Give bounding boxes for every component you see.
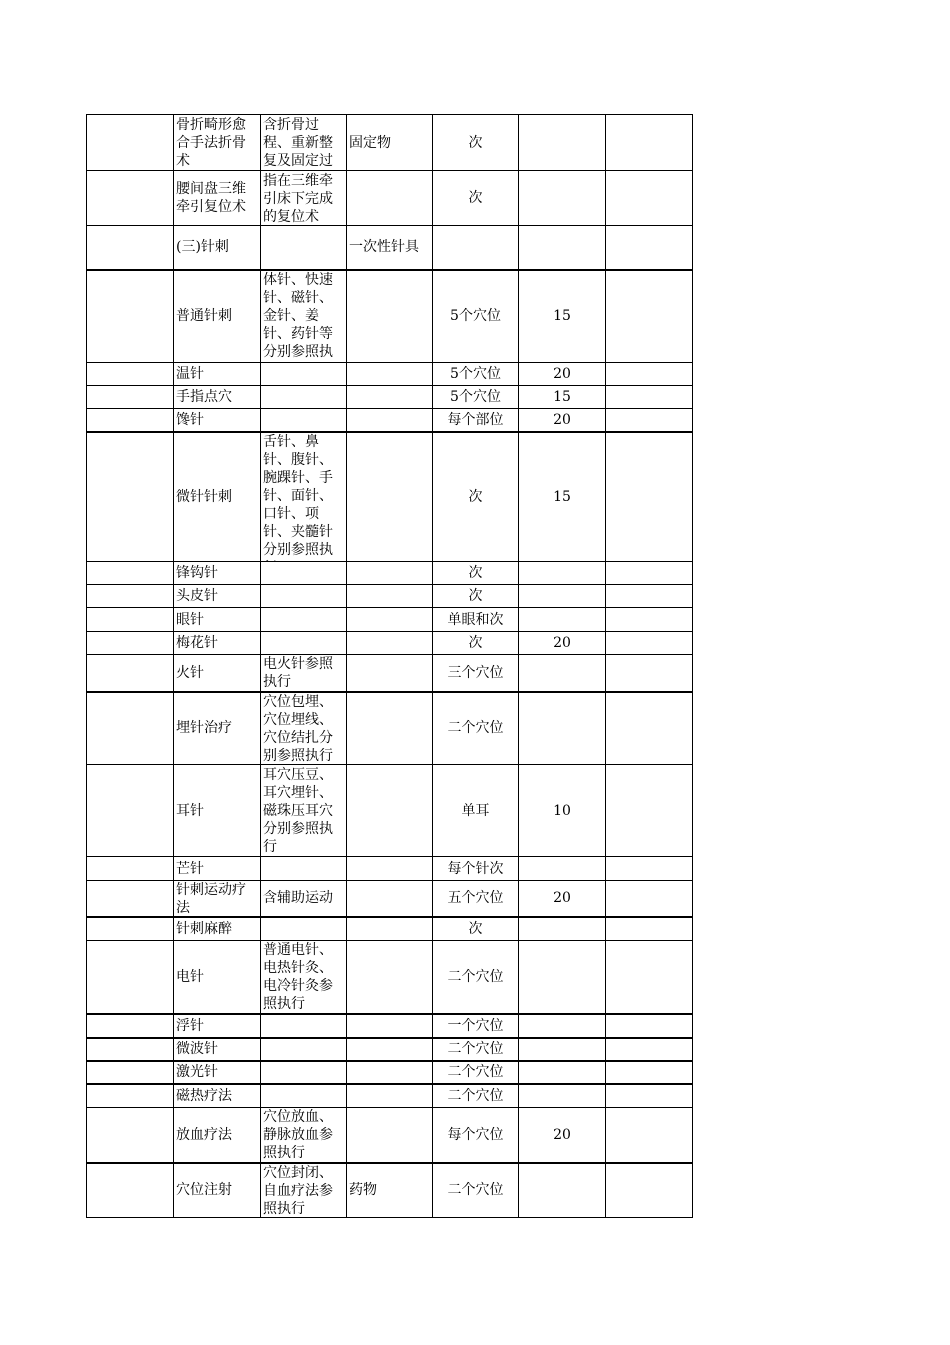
excluded-cell [347,608,433,632]
item-name-cell [174,171,261,226]
excluded-cell [347,857,433,881]
item-name-cell [174,115,261,171]
code-cell [87,1084,174,1108]
item-content-cell [261,1038,347,1061]
code-cell [87,1038,174,1061]
item-name-cell [174,409,261,432]
table-row [87,1084,693,1108]
item-content-text: 穴位封闭、自血疗法参照执行 [263,1164,333,1217]
excluded-cell [347,655,433,692]
item-content-cell [261,115,347,171]
item-name-text: 芒针 [176,860,204,877]
item-name-cell [174,1061,261,1084]
table-row [87,562,693,585]
item-name-cell [174,1038,261,1061]
price-text: 20 [553,635,571,651]
unit-cell [433,655,519,692]
unit-text: 次 [468,565,483,581]
price-cell [519,562,606,585]
table-row [87,1163,693,1218]
table-body [87,115,693,1218]
note-cell [606,632,693,655]
item-content-cell [261,1084,347,1108]
item-content-cell [261,857,347,881]
note-cell [606,585,693,608]
price-cell [519,1014,606,1038]
code-cell [87,1014,174,1038]
unit-cell [433,585,519,608]
code-cell [87,115,174,171]
unit-cell [433,409,519,432]
item-content-cell [261,765,347,857]
item-content-cell [261,1163,347,1218]
note-cell [606,363,693,386]
table-row [87,941,693,1014]
item-content-text: 电火针参照执行 [263,656,333,691]
price-cell [519,655,606,692]
item-name-cell [174,881,261,917]
item-name-text: 温针 [176,366,204,382]
code-cell [87,655,174,692]
item-content-text: 含折骨过程、重新整复及固定过 [263,116,333,169]
code-cell [87,1108,174,1163]
price-text: 20 [553,366,571,382]
price-cell [519,857,606,881]
excluded-cell [347,409,433,432]
item-content-cell [261,270,347,363]
unit-text: 次 [468,190,483,206]
item-content-text: 穴位包埋、穴位埋线、穴位结扎分别参照执行 [263,693,333,764]
unit-text: 次 [468,588,483,604]
excluded-cell [347,917,433,941]
table-row [87,363,693,386]
note-cell [606,226,693,270]
note-cell [606,1084,693,1108]
price-text: 20 [553,411,571,428]
unit-cell [433,881,519,917]
unit-cell [433,363,519,386]
table-row [87,917,693,941]
item-name-cell [174,226,261,270]
excluded-cell [347,765,433,857]
price-cell [519,432,606,562]
note-cell [606,917,693,941]
code-cell [87,941,174,1014]
code-cell [87,226,174,270]
price-cell [519,115,606,171]
code-cell [87,562,174,585]
item-name-cell [174,1084,261,1108]
item-content-cell [261,409,347,432]
unit-text: 5个穴位 [450,389,501,405]
table-row [87,409,693,432]
note-cell [606,655,693,692]
item-name-text: 埋针治疗 [176,720,232,737]
price-cell [519,386,606,409]
price-cell [519,226,606,270]
unit-text: 5个穴位 [450,366,501,382]
note-cell [606,941,693,1014]
item-content-text: 普通电针、电热针灸、电冷针灸参照执行 [263,942,333,1013]
unit-cell [433,1163,519,1218]
excluded-cell [347,432,433,562]
unit-cell [433,632,519,655]
price-cell [519,1038,606,1061]
unit-text: 二个穴位 [447,968,504,985]
note-cell [606,1163,693,1218]
unit-text: 二个穴位 [447,1182,504,1199]
table-row [87,1108,693,1163]
item-content-cell [261,1061,347,1084]
item-content-cell [261,1108,347,1163]
excluded-text: 一次性针具 [349,239,419,256]
item-name-text: 眼针 [176,611,204,628]
item-name-text: 激光针 [176,1064,218,1080]
item-content-cell [261,585,347,608]
price-cell [519,881,606,917]
unit-text: 五个穴位 [447,890,504,907]
excluded-cell [347,363,433,386]
unit-cell [433,692,519,765]
table-row [87,432,693,562]
excluded-cell [347,226,433,270]
excluded-cell [347,1061,433,1084]
unit-text: 次 [468,635,483,651]
unit-cell [433,857,519,881]
unit-cell [433,171,519,226]
item-content-text: 穴位放血、静脉放血参照执行 [263,1109,333,1162]
item-content-cell [261,941,347,1014]
price-text: 10 [553,802,571,819]
price-cell [519,1163,606,1218]
code-cell [87,432,174,562]
table-row [87,1014,693,1038]
unit-cell [433,1108,519,1163]
item-name-cell [174,270,261,363]
code-cell [87,409,174,432]
price-cell [519,632,606,655]
item-content-cell [261,881,347,917]
unit-text: 二个穴位 [447,1041,504,1057]
item-name-cell [174,857,261,881]
table-row [87,1038,693,1061]
code-cell [87,386,174,409]
item-name-cell [174,585,261,608]
note-cell [606,692,693,765]
item-name-text: 微波针 [176,1041,218,1057]
excluded-cell [347,115,433,171]
excluded-cell [347,632,433,655]
item-name-text: 浮针 [176,1017,204,1034]
item-name-text: 电针 [176,968,204,985]
unit-text: 每个穴位 [447,1126,504,1143]
item-name-cell [174,386,261,409]
item-name-cell [174,1108,261,1163]
item-name-text: 头皮针 [176,588,218,604]
item-name-cell [174,941,261,1014]
item-name-text: 腰间盘三维牵引复位术 [176,181,246,215]
unit-cell [433,562,519,585]
item-content-cell [261,171,347,226]
item-content-cell [261,917,347,941]
item-content-cell [261,226,347,270]
code-cell [87,270,174,363]
note-cell [606,115,693,171]
item-name-cell [174,765,261,857]
table-row [87,585,693,608]
item-name-cell [174,608,261,632]
item-name-text: 梅花针 [176,635,218,651]
excluded-cell [347,692,433,765]
price-cell [519,363,606,386]
item-name-text: 馋针 [176,411,204,428]
table-row [87,857,693,881]
excluded-text: 固定物 [349,134,391,151]
item-name-cell [174,655,261,692]
unit-cell [433,115,519,171]
code-cell [87,692,174,765]
note-cell [606,881,693,917]
excluded-cell [347,881,433,917]
excluded-cell [347,1038,433,1061]
item-name-text: 磁热疗法 [176,1087,232,1104]
unit-cell [433,1061,519,1084]
note-cell [606,1108,693,1163]
item-name-text: 耳针 [176,802,204,819]
price-cell [519,1084,606,1108]
item-content-cell [261,386,347,409]
table-row [87,608,693,632]
item-content-text: 含辅助运动 [263,890,333,907]
note-cell [606,171,693,226]
price-cell [519,409,606,432]
unit-cell [433,432,519,562]
item-content-text: 耳穴压豆、耳穴埋针、磁珠压耳穴分别参照执行 [263,766,333,855]
price-text: 20 [553,890,571,907]
item-content-cell [261,562,347,585]
unit-cell [433,765,519,857]
item-name-text: 火针 [176,664,204,681]
excluded-cell [347,562,433,585]
unit-cell [433,608,519,632]
unit-text: 5个穴位 [450,308,501,325]
note-cell [606,857,693,881]
note-cell [606,765,693,857]
item-content-cell [261,692,347,765]
table-row [87,881,693,917]
item-name-text: 骨折畸形愈合手法折骨术 [176,116,246,169]
note-cell [606,608,693,632]
table-row [87,270,693,363]
price-cell [519,692,606,765]
item-name-text: 针刺运动疗法 [176,882,246,916]
table-row [87,1061,693,1084]
price-cell [519,1108,606,1163]
item-content-cell [261,655,347,692]
excluded-cell [347,1163,433,1218]
unit-text: 二个穴位 [447,1064,504,1080]
unit-text: 每个部位 [447,411,504,428]
unit-text: 单耳 [461,802,490,819]
item-name-text: 微针针刺 [176,488,232,505]
price-cell [519,765,606,857]
unit-text: 次 [468,134,483,151]
price-text: 20 [553,1126,571,1143]
unit-text: 二个穴位 [447,720,504,737]
item-name-text: 针刺麻醉 [176,920,232,937]
unit-text: 一个穴位 [447,1017,504,1034]
unit-text: 单眼和次 [447,611,504,628]
price-text: 15 [553,389,571,405]
excluded-cell [347,941,433,1014]
note-cell [606,1038,693,1061]
item-name-cell [174,432,261,562]
unit-text: 次 [468,920,483,937]
note-cell [606,562,693,585]
code-cell [87,765,174,857]
unit-text: 每个针次 [447,860,504,877]
item-name-text: 穴位注射 [176,1182,232,1199]
item-name-cell [174,632,261,655]
item-content-cell [261,1014,347,1038]
item-name-text: 放血疗法 [176,1126,232,1143]
note-cell [606,409,693,432]
excluded-cell [347,585,433,608]
item-content-cell [261,432,347,562]
price-cell [519,917,606,941]
table-row [87,692,693,765]
item-content-text: 体针、快速针、磁针、金针、姜针、药针等分别参照执 [263,271,333,360]
table-row [87,386,693,409]
price-text: 15 [553,488,571,505]
code-cell [87,917,174,941]
code-cell [87,1163,174,1218]
item-content-text: 舌针、鼻针、腹针、腕踝针、手针、面针、口针、项针、夹髓针分别参照执 [263,433,333,558]
excluded-cell [347,1084,433,1108]
excluded-cell [347,386,433,409]
code-cell [87,608,174,632]
item-content-cell [261,608,347,632]
item-name-cell [174,363,261,386]
price-cell [519,270,606,363]
price-cell [519,1061,606,1084]
item-name-cell [174,692,261,765]
unit-text: 二个穴位 [447,1087,504,1104]
item-content-cell [261,363,347,386]
unit-text: 次 [468,488,483,505]
code-cell [87,632,174,655]
price-cell [519,171,606,226]
note-cell [606,270,693,363]
fee-table [86,114,693,1218]
table-row [87,226,693,270]
price-text: 15 [553,308,571,325]
unit-cell [433,226,519,270]
table-row [87,655,693,692]
code-cell [87,1061,174,1084]
item-content-text: 指在三维牵引床下完成的复位术 [263,172,333,225]
item-name-text: 锋钩针 [176,565,218,581]
unit-text: 三个穴位 [447,664,504,681]
item-name-cell [174,917,261,941]
excluded-cell [347,270,433,363]
note-cell [606,432,693,562]
item-name-cell [174,1163,261,1218]
table-row [87,632,693,655]
excluded-cell [347,1108,433,1163]
excluded-cell [347,1014,433,1038]
item-name-cell [174,1014,261,1038]
unit-cell [433,1038,519,1061]
note-cell [606,1061,693,1084]
item-name-text: (三)针刺 [176,239,229,256]
item-content-cell [261,632,347,655]
unit-cell [433,270,519,363]
item-name-text: 手指点穴 [176,389,232,405]
price-cell [519,608,606,632]
table-row [87,765,693,857]
item-name-text: 普通针刺 [176,308,232,325]
unit-cell [433,917,519,941]
unit-cell [433,1084,519,1108]
code-cell [87,171,174,226]
excluded-cell [347,171,433,226]
price-cell [519,941,606,1014]
note-cell [606,1014,693,1038]
item-name-cell [174,562,261,585]
unit-cell [433,386,519,409]
excluded-text: 药物 [349,1182,377,1199]
price-cell [519,585,606,608]
unit-cell [433,941,519,1014]
unit-cell [433,1014,519,1038]
code-cell [87,857,174,881]
code-cell [87,881,174,917]
note-cell [606,386,693,409]
table-row [87,115,693,171]
table-row [87,171,693,226]
code-cell [87,585,174,608]
code-cell [87,363,174,386]
